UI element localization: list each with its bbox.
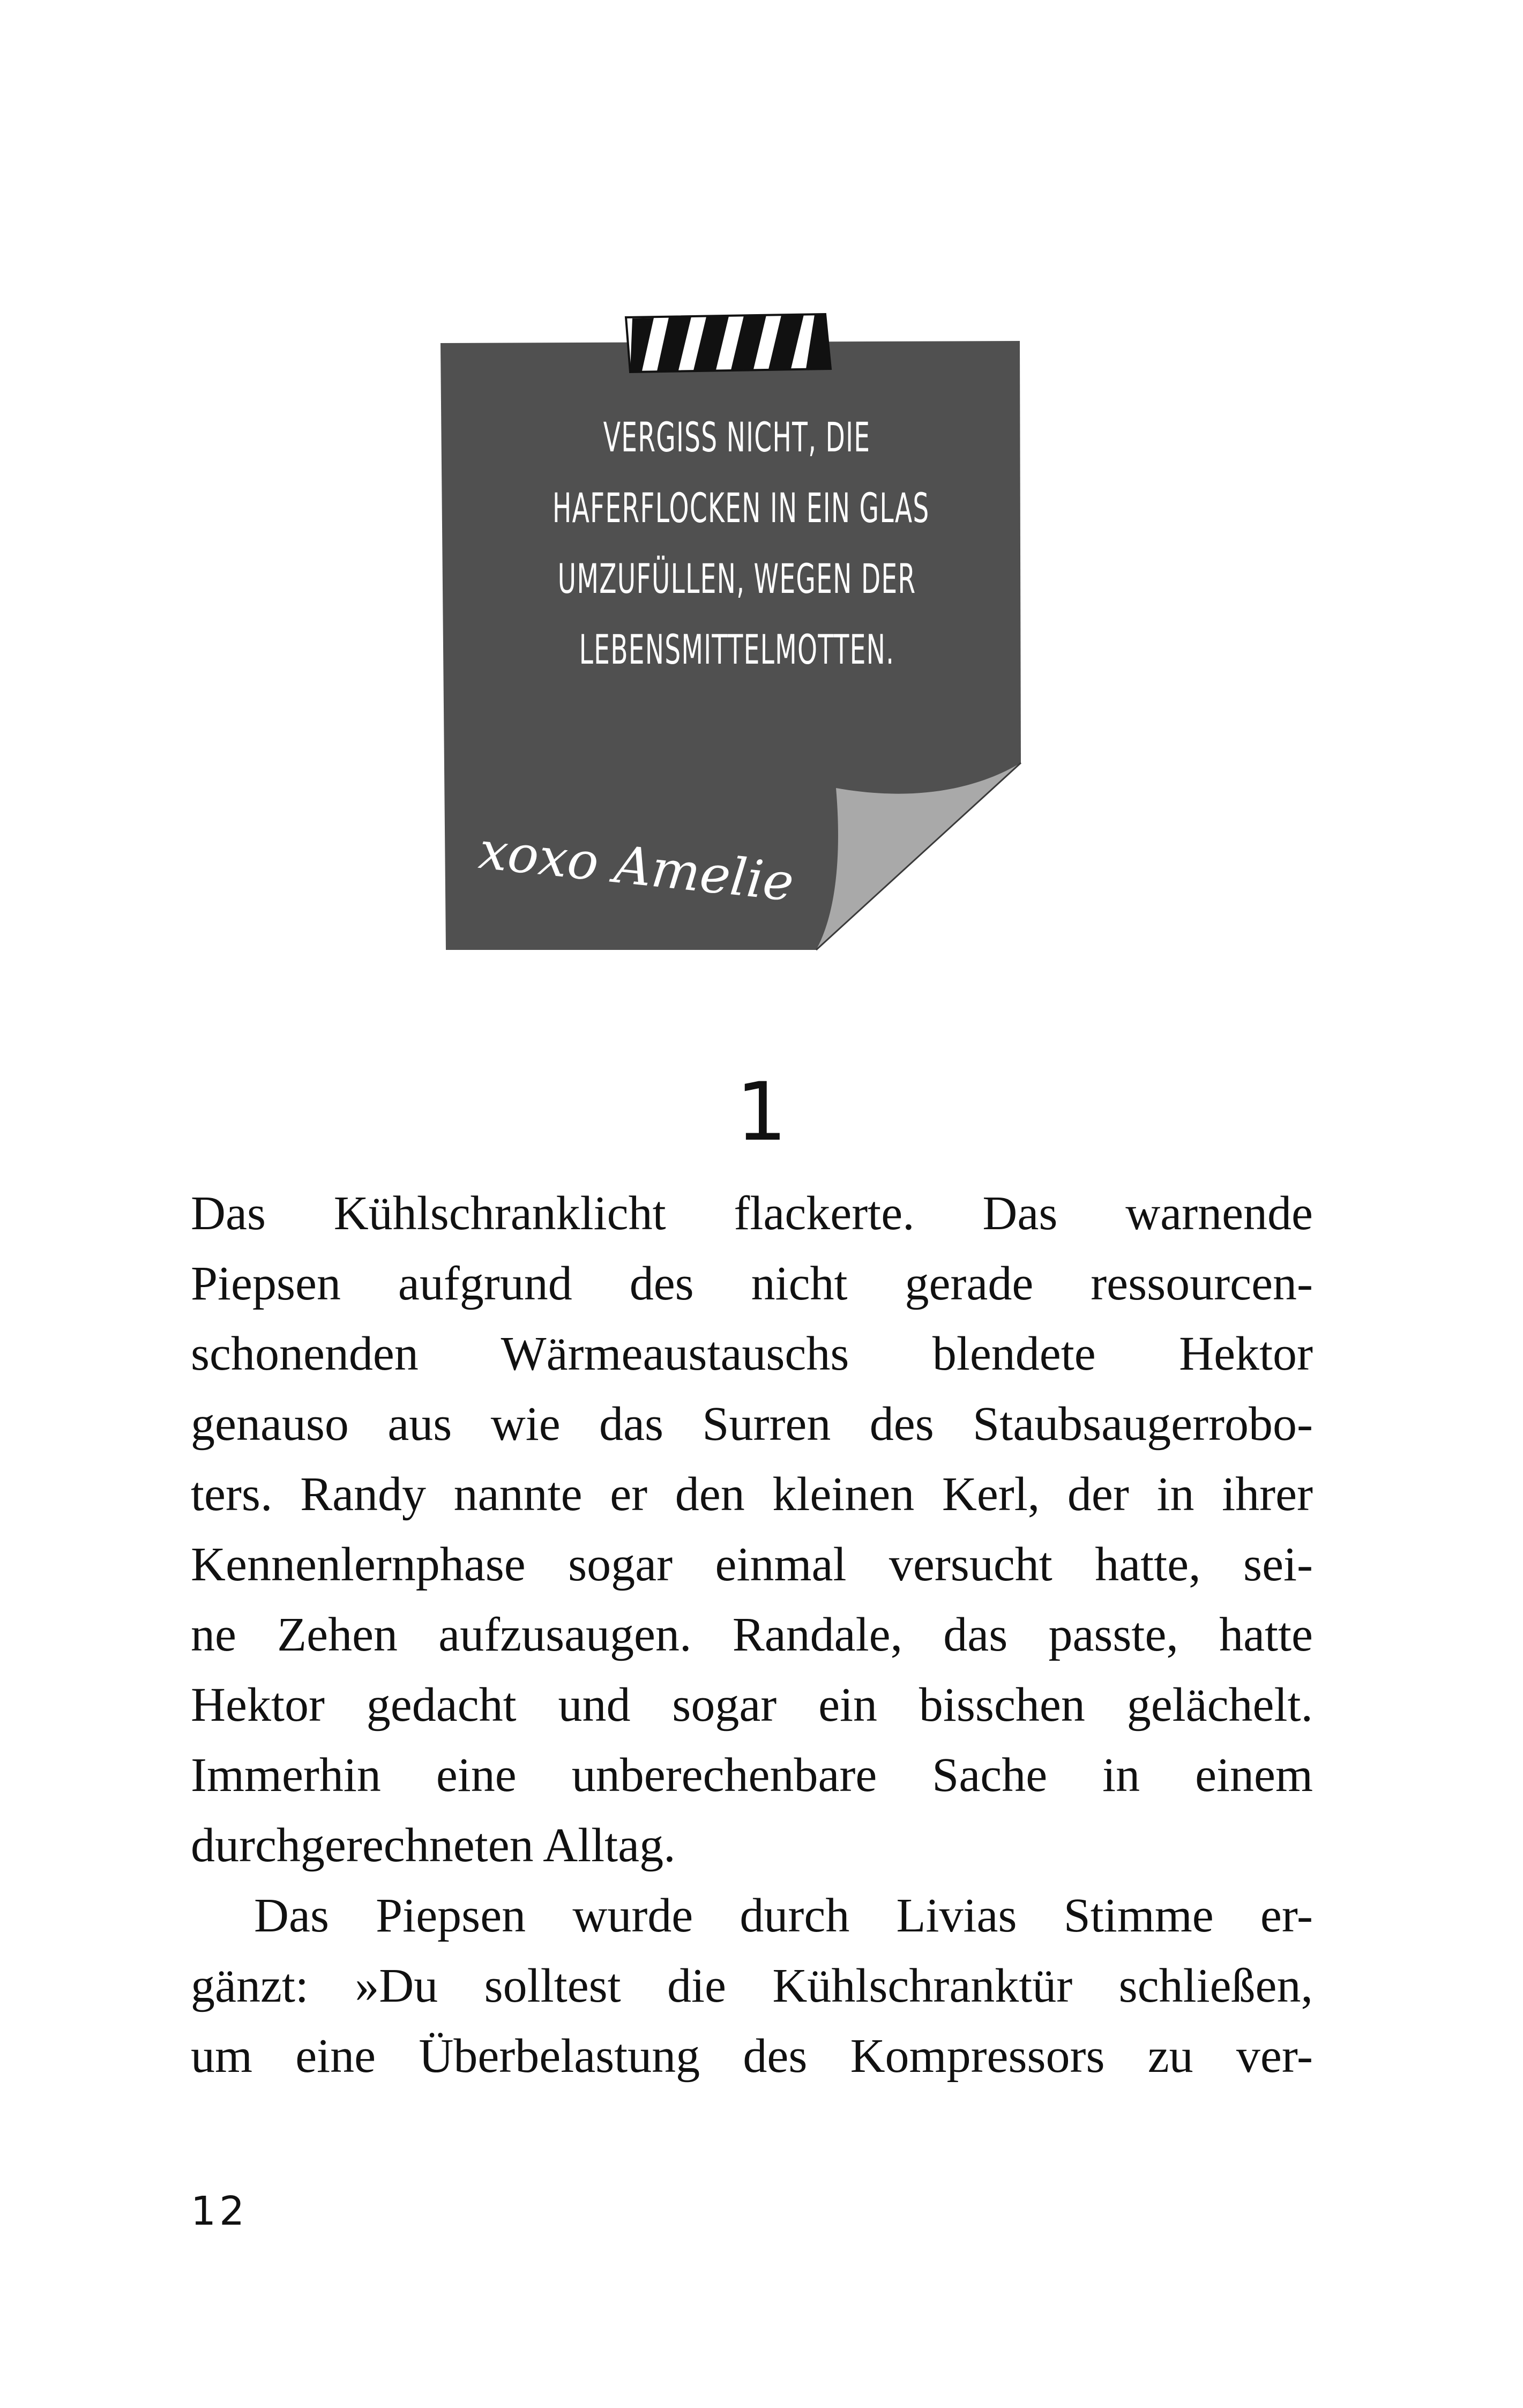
text-line: Kennenlernphase sogar einmal versucht hatte, sei- <box>191 1538 1313 1591</box>
text-line: ters. Randy nannte er den kleinen Kerl, der in ihrer <box>191 1468 1313 1521</box>
text-line: um eine Überbelastung des Kompressors zu ver- <box>191 2030 1313 2083</box>
text-line: ne Zehen aufzusaugen. Randale, das passte, hatte <box>191 1608 1313 1661</box>
text-line: Das Piepsen wurde durch Livias Stimme er- <box>254 1889 1313 1942</box>
page-number: 12 <box>191 2188 248 2234</box>
chapter-body-text <box>191 1178 1313 2091</box>
sticky-note-illustration <box>0 0 1523 965</box>
text-line: Das Kühlschranklicht flackerte. Das warnende <box>191 1187 1313 1240</box>
note-line: VERGISS NICHT, DIE <box>603 413 871 461</box>
note-line: LEBENSMITTELMOTTEN. <box>579 626 895 673</box>
sticky-note-message <box>552 402 930 685</box>
text-line: schonenden Wärmeaustauschs blendete Hektor <box>191 1327 1313 1380</box>
note-line: UMZUFÜLLEN, WEGEN DER <box>557 555 916 603</box>
text-line: durchgerechneten Alltag. <box>191 1819 676 1872</box>
text-line: genauso aus wie das Surren des Staubsaugerrobo- <box>191 1398 1313 1451</box>
note-line: HAFERFLOCKEN IN EIN GLAS <box>552 484 930 532</box>
text-line: Immerhin eine unberechenbare Sache in einem <box>191 1749 1313 1802</box>
text-line: Piepsen aufgrund des nicht gerade ressourcen- <box>191 1257 1313 1310</box>
tape-strip <box>626 314 831 372</box>
text-line: Hektor gedacht und sogar ein bisschen gelächelt. <box>191 1678 1313 1731</box>
note-signature: xoxo Amelie <box>476 820 797 913</box>
chapter-number: 1 <box>736 1066 787 1159</box>
text-line: gänzt: »Du solltest die Kühlschranktür schließen, <box>191 1959 1313 2012</box>
